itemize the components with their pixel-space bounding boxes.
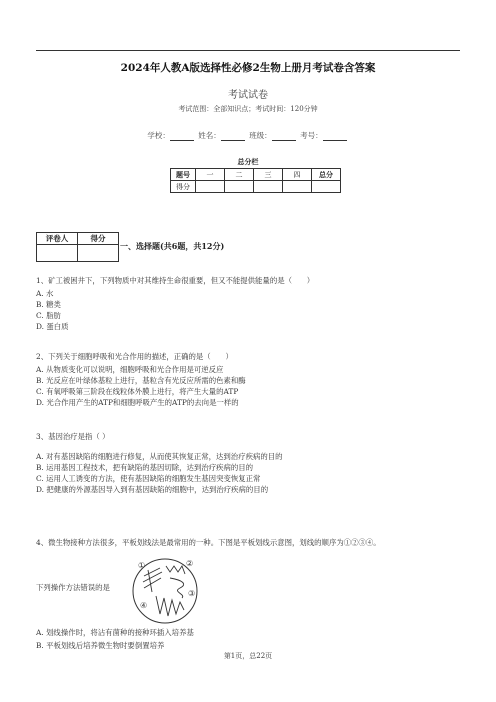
option-item[interactable]: A. 从物质变化可以说明，细胞呼吸和光合作用是可逆反应 bbox=[36, 365, 224, 374]
score-cell[interactable] bbox=[196, 181, 225, 193]
class-label: 班级： bbox=[249, 131, 272, 140]
question-2 bbox=[36, 351, 466, 408]
document-title: 2024年人教A版选择性必修2生物上册月考试卷含答案 bbox=[120, 62, 376, 74]
score-header-cell: 三 bbox=[254, 169, 283, 181]
score-header-cell: 四 bbox=[283, 169, 312, 181]
grader-cell[interactable] bbox=[37, 245, 78, 262]
option-item[interactable]: A. 划线操作时，将沾有菌种的接种环插入培养基 bbox=[36, 628, 194, 637]
diagram-label-4: ④ bbox=[140, 601, 148, 610]
header-rule bbox=[36, 50, 460, 51]
score-header-cell: 二 bbox=[225, 169, 254, 181]
score-header-cell: 题号 bbox=[171, 169, 196, 181]
name-label: 姓名： bbox=[198, 131, 221, 140]
grader-score-cell[interactable] bbox=[78, 245, 119, 262]
question-3 bbox=[36, 431, 466, 495]
exam-meta: 考试范围：全部知识点；考试时间：120分钟 bbox=[178, 105, 318, 113]
option-item[interactable]: C. 有氧呼吸第三阶段在线粒体外膜上进行，将产生大量的ATP bbox=[36, 387, 239, 396]
question-1 bbox=[36, 275, 466, 332]
student-info bbox=[0, 130, 496, 141]
option-item[interactable]: A. 水 bbox=[36, 289, 54, 298]
option-item[interactable]: C. 运用人工诱变的方法，使有基因缺陷的细胞发生基因突变恢复正常 bbox=[36, 474, 261, 483]
score-header-cell: 一 bbox=[196, 169, 225, 181]
score-row bbox=[171, 181, 341, 193]
score-cell[interactable] bbox=[254, 181, 283, 193]
option-item[interactable]: B. 糖类 bbox=[36, 300, 61, 309]
exam-no-blank[interactable] bbox=[323, 132, 347, 141]
school-label: 学校： bbox=[147, 131, 170, 140]
score-row-label: 得分 bbox=[171, 181, 196, 193]
question-stem: 3、基因治疗是指（ ） bbox=[36, 432, 110, 441]
score-header-cell: 总分 bbox=[312, 169, 341, 181]
page-footer: 第1页，总22页 bbox=[223, 652, 273, 660]
score-header-row bbox=[171, 169, 341, 181]
question-stem: 1、矿工被困井下，下列物质中对其维持生命很重要，但又不能提供能量的是（ ） bbox=[36, 276, 315, 285]
option-item[interactable]: B. 运用基因工程技术，把有缺陷的基因切除，达到治疗疾病的目的 bbox=[36, 463, 254, 472]
diagram-label-3: ③ bbox=[188, 589, 196, 598]
diagram-label-2: ② bbox=[186, 559, 194, 568]
score-table bbox=[170, 168, 341, 193]
question-stem: 2、下列关于细胞呼吸和光合作用的描述，正确的是（ ） bbox=[36, 352, 233, 361]
score-cell[interactable] bbox=[225, 181, 254, 193]
question-4 bbox=[36, 537, 466, 550]
school-blank[interactable] bbox=[170, 132, 194, 141]
class-blank[interactable] bbox=[272, 132, 296, 141]
section-title: 一、选择题(共6题，共12分) bbox=[120, 241, 225, 251]
option-item[interactable]: D. 蛋白质 bbox=[36, 322, 69, 331]
grader-score-header: 得分 bbox=[78, 233, 119, 245]
option-item[interactable]: C. 脂肪 bbox=[36, 311, 61, 320]
question-4-options bbox=[36, 626, 194, 652]
exam-no-label: 考号： bbox=[300, 131, 323, 140]
diagram-label-1: ① bbox=[138, 561, 146, 570]
grader-header: 评卷人 bbox=[37, 233, 78, 245]
question-4-line2: 下列操作方法错误的是 bbox=[36, 583, 110, 592]
score-cell[interactable] bbox=[312, 181, 341, 193]
question-stem: 4、微生物接种方法很多，平板划线法是最常用的一种。下图是平板划线示意图，划线的顺序为①②③④。 bbox=[36, 538, 381, 547]
option-item[interactable]: D. 光合作用产生的ATP和细胞呼吸产生的ATP的去向是一样的 bbox=[36, 398, 239, 407]
document-subtitle: 考试试卷 bbox=[228, 90, 268, 101]
streak-plate-diagram bbox=[130, 556, 200, 626]
score-cell[interactable] bbox=[283, 181, 312, 193]
score-table-title: 总分栏 bbox=[237, 157, 259, 166]
grader-table bbox=[36, 232, 119, 262]
option-item[interactable]: B. 光反应在叶绿体基粒上进行，基粒含有光反应所需的色素和酶 bbox=[36, 376, 246, 385]
name-blank[interactable] bbox=[221, 132, 245, 141]
option-item[interactable]: A. 对有基因缺陷的细胞进行修复，从而使其恢复正常，达到治疗疾病的目的 bbox=[36, 452, 283, 461]
option-item[interactable]: B. 平板划线后培养微生物时要倒置培养 bbox=[36, 641, 165, 650]
option-item[interactable]: D. 把健康的外源基因导入到有基因缺陷的细胞中，达到治疗疾病的目的 bbox=[36, 485, 269, 494]
